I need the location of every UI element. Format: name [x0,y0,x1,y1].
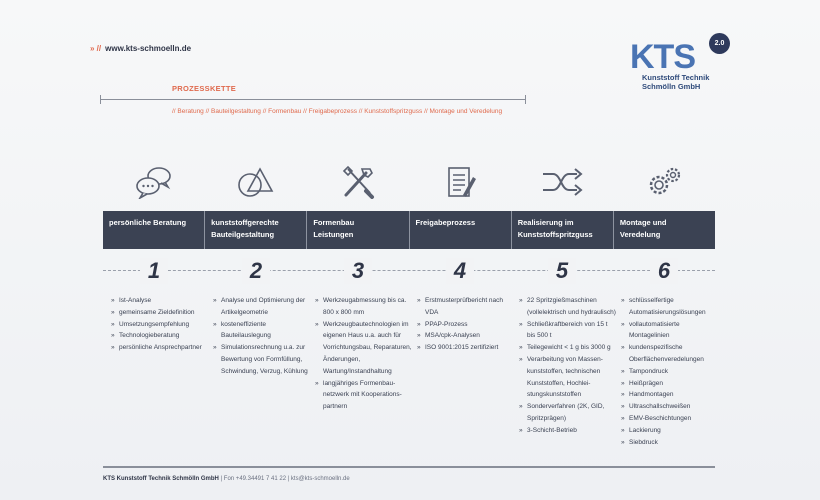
step-title: Freigabeprozess [415,218,476,227]
step-list-6 [621,295,719,448]
list-item: » schlüsselfertige Automatisierungslösungen [621,295,719,319]
step-number-3: 3 [344,258,372,284]
step-number-2: 2 [242,258,270,284]
list-item: » Lackierung [621,425,719,437]
logo-letters: KTS [630,38,695,76]
step-number-6: 6 [650,258,678,284]
step-number-4: 4 [446,258,474,284]
list-item: » Handmontagen [621,389,719,401]
step-list-2 [213,295,311,378]
prozesskette-tick-left [100,95,101,104]
step-list-4 [417,295,515,354]
list-item: » vollautomatisierte Montagelinien [621,319,719,343]
footer-contact[interactable]: | Fon +49.34491 7 41 22 | kts@kts-schmoelln.de [220,476,350,482]
list-item: » Verarbeitung von Massen-kunststoffen, technischen Kunststoffen, Hochlei-stungskunststoffen [519,354,617,401]
prozesskette-title: PROZESSKETTE [172,84,237,93]
list-item: » PPAP-Prozess [417,319,515,331]
prozesskette-line [100,99,526,100]
list-item: » langjähriges Formenbau-netzwerk mit Kooperations-partnern [315,378,413,413]
step-title-line2: Kunststoffspritzguss [517,230,593,239]
tools-icon [307,162,409,202]
list-item: » Schließkraftbereich von 15 t bis 500 t [519,319,617,343]
list-item: » Werkzeugbautechnologien im eigenen Haus u.a. auch für Vorrichtungsbau, Reparaturen, Änderungen, Wartung/Instandhaltung [315,319,413,378]
step-title: Realisierung im [517,218,574,227]
list-item: » persönliche Ansprechpartner [111,342,209,354]
step-title-line2: Bauteilgestaltung [211,230,275,239]
list-item: » Teilegewicht < 1 g bis 3000 g [519,342,617,354]
logo-line-2: Schmölln GmbH [642,82,701,91]
document-icon [409,162,511,202]
list-item: » Ist-Analyse [111,295,209,307]
shapes-icon [205,162,307,202]
url-text[interactable]: www.kts-schmoelln.de [105,44,192,53]
step-title: kunststoffgerechte [211,218,279,227]
logo-subtitle [642,73,709,91]
list-item: » Siebdruck [621,437,719,449]
step-title-line2: Leistungen [313,230,354,239]
step-title: persönliche Beratung [109,218,187,227]
list-item: » Technologieberatung [111,330,209,342]
list-item: » Ultraschallschweißen [621,401,719,413]
prozesskette-tick-right [525,95,526,104]
footer-company: KTS Kunststoff Technik Schmölln GmbH [103,476,219,482]
speech-bubbles-icon [103,162,205,202]
website-url[interactable] [90,44,191,53]
step-header-3 [307,211,409,249]
list-item: » Sonderverfahren (2K, GID, Spritzprägen) [519,401,617,425]
step-title-line2: Veredelung [619,230,661,239]
arrows-icon [511,162,613,202]
footer-divider [103,466,715,468]
steps-header-bar [103,211,715,249]
footer [103,476,350,482]
step-header-6 [614,211,715,249]
list-item: » MSA/cpk-Analysen [417,330,515,342]
list-item: » Tampondruck [621,366,719,378]
step-header-2 [205,211,307,249]
list-item: » ISO 9001:2015 zertifiziert [417,342,515,354]
list-item: » gemeinsame Zieldefinition [111,307,209,319]
list-item: » Analyse und Optimierung der Artikelgeometrie [213,295,311,319]
step-title: Formenbau [313,218,355,227]
list-item: » Erstmusterprüfbericht nach VDA [417,295,515,319]
logo-line-1: Kunststoff Technik [642,73,710,82]
list-item: » Simulationsrechnung u.a. zur Bewertung von Formfüllung, Schwindung, Verzug, Kühlung [213,342,311,377]
step-header-5 [512,211,614,249]
step-list-1 [111,295,209,354]
version-badge: 2.0 [709,33,730,54]
step-icons [103,162,715,202]
list-item: » 22 Spritzgießmaschinen (vollelektrisch und hydraulisch) [519,295,617,319]
url-chevrons: » // [90,44,102,53]
list-item: » Werkzeugabmessung bis ca. 800 x 800 mm [315,295,413,319]
step-numbers [103,258,715,284]
step-number-1: 1 [140,258,168,284]
list-item: » 3-Schicht-Betrieb [519,425,617,437]
step-header-4 [410,211,512,249]
list-item: » kundenspezifische Oberflächenveredelungen [621,342,719,366]
step-list-3 [315,295,413,413]
dashed-line [103,270,715,271]
gears-icon [613,162,715,202]
step-list-5 [519,295,617,437]
list-item: » Heißprägen [621,378,719,390]
step-header-1 [103,211,205,249]
list-item: » kosteneffiziente Bauteilauslegung [213,319,311,343]
step-title: Montage und [619,218,667,227]
list-item: » EMV-Beschichtungen [621,413,719,425]
step-number-5: 5 [548,258,576,284]
prozesskette-nav[interactable]: // Beratung // Bauteilgestaltung // Formenbau // Freigabeprozess // Kunststoffspritzguss // Montage und Veredelung [172,108,503,115]
list-item: » Umsetzungsempfehlung [111,319,209,331]
